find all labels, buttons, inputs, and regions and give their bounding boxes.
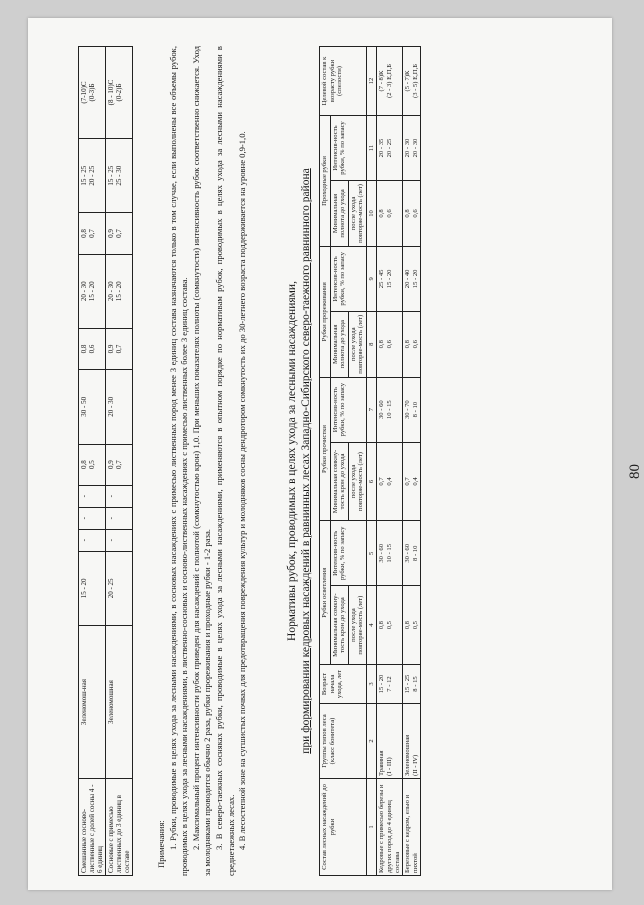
top-table [78, 46, 133, 876]
subheader-intensity: Интенсив-ность рубки, % по запасу [330, 116, 366, 181]
table-cell: 15 - 25 8 - 15 [403, 665, 421, 704]
header-target: Целевой состав к возрасту рубки (спелости) [320, 47, 367, 116]
table-row [377, 47, 403, 876]
header-clearing: Рубки осветления [320, 521, 331, 665]
column-number: 2 [366, 704, 377, 779]
table-cell: 30 - 70 8 - 10 [403, 377, 421, 442]
column-number: 1 [366, 779, 377, 876]
header-age: Возраст начала ухода, лет [320, 665, 367, 704]
title-line-2: при формировании кедровых насаждений в равнинных лесах Западно-Сибирского северо-таежного равнинного района [300, 168, 312, 754]
table-title [285, 46, 313, 876]
header-cleaning: Рубки прочистки [320, 377, 331, 521]
subheader-after: после ухода повторяе-мость (лет) [348, 442, 366, 521]
table-cell: - [79, 507, 106, 529]
table-cell: 20 - 40 15 - 20 [403, 246, 421, 311]
table-cell: Смешанные сосново-лиственные с долей сосны 4 - 6 единиц [79, 779, 106, 876]
document-page [28, 18, 643, 890]
column-number: 9 [366, 246, 377, 311]
subheader-min-closure: Минимальная сомкну-тость крон до ухода [330, 586, 348, 665]
header-composition: Состав лесных насаждений до рубки [320, 779, 367, 876]
table-cell: 15 - 20 7 - 12 [377, 665, 403, 704]
table-cell: 0,7 0,4 [377, 442, 403, 521]
subheader-min-density: Минимальная полнота до ухода [330, 181, 348, 247]
table-cell: Зеленомош-ная [79, 626, 106, 779]
subheader-intensity: Интенсив-ность рубки, % по запасу [330, 246, 366, 311]
table-cell: Зеленомошная (II - IV) [403, 704, 421, 779]
column-number: 12 [366, 47, 377, 116]
table-cell: 0,8 0,6 [377, 181, 403, 247]
table-cell: 30 - 60 8 - 10 [403, 521, 421, 586]
table-cell: 0,8 0,5 [377, 586, 403, 665]
column-number: 6 [366, 442, 377, 521]
table-cell: 0,8 0,6 [403, 181, 421, 247]
table-cell: - [79, 485, 106, 507]
table-cell: 0,8 0,5 [79, 444, 106, 485]
header-passage: Проходные рубки [320, 116, 331, 247]
table-cell: 15 - 25 20 - 25 [79, 138, 106, 212]
note-item: 1. Рубки, проводимые в целях ухода за лесными насаждениями, в сосновых насаждениях с примесью лиственных пород менее 3 единиц состава назначаются только в том случае, если выполнены все объемы рубок, проводимых в целях ухода за лесными насаждениями, в лиственно-сосновых и сосново-лиственных насаждениях с примесью лиственных более 3 единиц состава. [167, 46, 190, 876]
table-row [79, 47, 106, 876]
note-item: 2. Максимальный процент интенсивности рубок приведен для насаждений с полнотой (сомкнутостью крон) 1,0. При меньших показателях полноты (сомкнутости) интенсивность рубок соответственно снижается. Уход за молодняками проводится обычно 2 раза, рубки прореживания и проходные рубки - 1-2 раза. [190, 46, 213, 876]
table-row [403, 47, 421, 876]
table-cell: 20 - 30 15 - 20 [106, 254, 133, 328]
table-cell: 15 - 20 [79, 551, 106, 625]
subheader-intensity: Интенсив-ность рубки, % по запасу [330, 521, 366, 586]
table-cell: 30 - 50 [79, 370, 106, 444]
table-cell: 20 - 30 15 - 20 [79, 254, 106, 328]
table-cell: 0,8 0,7 [79, 213, 106, 254]
table-cell: - [106, 485, 133, 507]
table-cell: 0,9 0,7 [106, 328, 133, 369]
notes-block [156, 46, 249, 876]
notes-heading: Примечания: [156, 820, 166, 868]
table-cell: (5 - 7)К (3 - 5) Е,П,Б [403, 47, 421, 116]
subheader-min-density: Минимальная полнота до ухода [330, 311, 348, 377]
table-cell: - [79, 529, 106, 551]
column-number: 8 [366, 311, 377, 377]
table-cell: 0,9 0,7 [106, 213, 133, 254]
column-number: 7 [366, 377, 377, 442]
table-cell: Травяная (I - III) [377, 704, 403, 779]
table-cell: 0,8 0,6 [377, 311, 403, 377]
page-number: 80 [627, 464, 643, 479]
column-number: 4 [366, 586, 377, 665]
table-row [106, 47, 133, 876]
column-number: 5 [366, 521, 377, 586]
subheader-min-closure: Минимальная сомкну-тость крон до ухода [330, 442, 348, 521]
rotated-content [78, 46, 568, 876]
table-cell: (7 - 8)К (2 - 3) Е,П,Б [377, 47, 403, 116]
table-cell: 15 - 25 25 - 30 [106, 138, 133, 212]
table-cell: 20 - 30 20 - 30 [403, 116, 421, 181]
table-cell: - [106, 507, 133, 529]
table-cell: 0,8 0,6 [403, 311, 421, 377]
table-cell: 0,9 0,7 [106, 444, 133, 485]
column-number: 10 [366, 181, 377, 247]
table-cell: 30 - 60 10 - 15 [377, 521, 403, 586]
table-cell: 20 - 25 [106, 551, 133, 625]
table-cell: 20 - 30 [106, 370, 133, 444]
table-cell: Березовые с кедром, елью и пихтой [403, 779, 421, 876]
table-cell: Сосновые с примесью лиственных до 3 единиц в составе [106, 779, 133, 876]
table-cell: (7-10)С (0-3)Б [79, 47, 106, 139]
table-cell: 20 - 35 20 - 25 [377, 116, 403, 181]
note-item: 4. В лесостепной зоне на сугшистых почвах для предотвращения повреждения культур и молодняков сосны дендротором сомкнутость их до 30-летнего возраста поддерживается на уровне 0,9-1,0. [237, 131, 248, 850]
header-thinning: Рубки прореживания [320, 246, 331, 377]
subheader-after: после ухода повторяе-мость (лет) [348, 311, 366, 377]
header-forest-type: Группы типов леса (класс бонитета) [320, 704, 367, 779]
table-cell: (8 - 10)С (0-2)Б [106, 47, 133, 139]
main-table [319, 46, 421, 876]
title-line-1: Нормативы рубок, проводимых в целях ухода за лесными насаждениями, [286, 281, 298, 641]
column-number: 11 [366, 116, 377, 181]
column-number: 3 [366, 665, 377, 704]
table-cell: - [106, 529, 133, 551]
table-cell: Кедровые с примесью березы и других пород до 4 единиц состава [377, 779, 403, 876]
table-cell: 25 - 45 15 - 20 [377, 246, 403, 311]
note-item: 3. В северо-таежных сосняках рубки, проводимые в целях ухода за лесными насаждениями, применяются в опытном порядке по нормативам рубок, проводимых в целях ухода за лесными насаждениями в среднетаежных лесах. [213, 46, 236, 876]
table-cell: 30 - 60 10 - 15 [377, 377, 403, 442]
table-cell: 0,8 0,5 [403, 586, 421, 665]
table-cell: 0,8 0,6 [79, 328, 106, 369]
subheader-after: после ухода повторяе-мость (лет) [348, 181, 366, 247]
table-cell: Зеленомошная [106, 626, 133, 779]
table-cell: 0,7 0,4 [403, 442, 421, 521]
subheader-after: после ухода повторяе-мость (лет) [348, 586, 366, 665]
subheader-intensity: Интенсив-ность рубки, % по запасу [330, 377, 366, 442]
